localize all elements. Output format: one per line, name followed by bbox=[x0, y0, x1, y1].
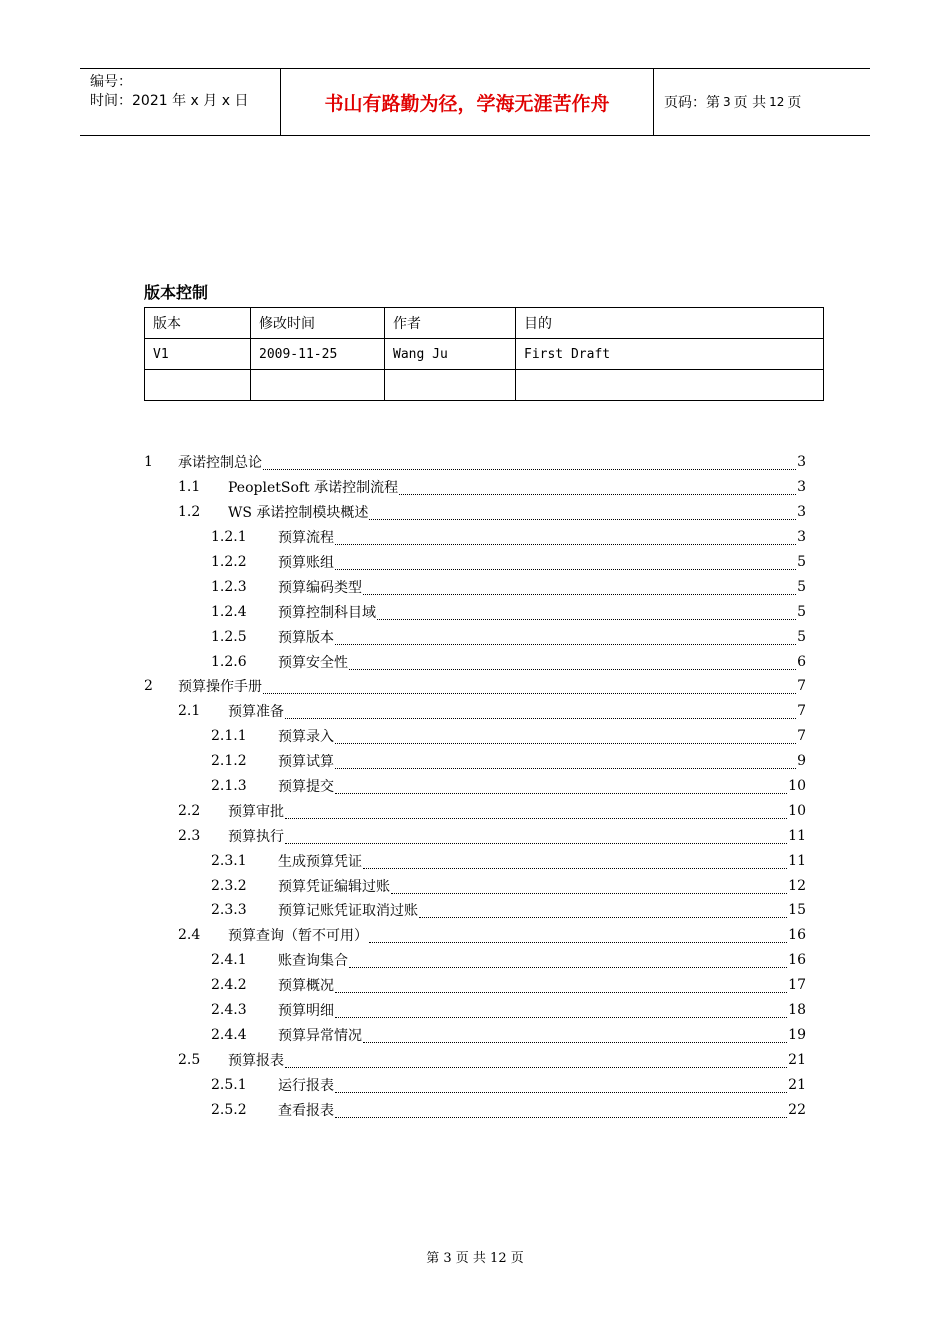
toc-entry[interactable] bbox=[144, 699, 806, 724]
toc-dot-leader bbox=[335, 753, 796, 769]
header-page-prefix: 页码：第 bbox=[664, 95, 720, 111]
toc-entry-title: 预算执行 bbox=[228, 828, 284, 845]
cell-purpose bbox=[516, 370, 824, 401]
toc-entry-title: 预算明细 bbox=[278, 1003, 334, 1020]
toc-entry-page: 21 bbox=[788, 1051, 806, 1068]
toc-entry-page: 5 bbox=[797, 578, 806, 595]
toc-entry-page: 6 bbox=[797, 653, 806, 670]
toc-dot-leader bbox=[363, 579, 796, 595]
toc-entry-title: 预算查询（暂不可用） bbox=[228, 928, 368, 945]
toc-entry-title: 预算操作手册 bbox=[178, 679, 262, 696]
toc-dot-leader bbox=[335, 1102, 787, 1118]
toc-entry[interactable] bbox=[144, 475, 806, 500]
toc-entry-page: 22 bbox=[788, 1101, 806, 1118]
header-meta bbox=[80, 69, 281, 135]
toc-entry-number: 2.4.3 bbox=[211, 1002, 247, 1019]
toc-entry-title: 预算提交 bbox=[278, 779, 334, 796]
toc-entry-number: 2.4.1 bbox=[211, 952, 247, 969]
toc-entry-title: 查看报表 bbox=[278, 1102, 334, 1119]
toc-dot-leader bbox=[285, 1052, 787, 1068]
toc-dot-leader bbox=[335, 629, 796, 645]
toc-entry-page: 19 bbox=[788, 1026, 806, 1043]
table-of-contents bbox=[144, 450, 806, 1122]
cell-author bbox=[385, 370, 516, 401]
cell-author: Wang Ju bbox=[385, 339, 516, 370]
header-cell-version: 版本 bbox=[145, 308, 251, 339]
toc-dot-leader bbox=[335, 778, 787, 794]
toc-dot-leader bbox=[419, 902, 787, 918]
toc-entry[interactable] bbox=[144, 550, 806, 575]
toc-entry-page: 16 bbox=[788, 927, 806, 944]
toc-entry-title: 预算记账凭证取消过账 bbox=[278, 903, 418, 920]
toc-dot-leader bbox=[285, 828, 787, 844]
toc-entry-number: 1 bbox=[144, 454, 153, 471]
toc-dot-leader bbox=[335, 529, 796, 545]
cell-modified-time bbox=[251, 370, 385, 401]
toc-entry-title: 预算概况 bbox=[278, 978, 334, 995]
toc-entry-page: 15 bbox=[788, 902, 806, 919]
header-date: 时间：2021 年 x 月 x 日 bbox=[90, 93, 249, 109]
toc-entry-number: 2.1.3 bbox=[211, 778, 247, 795]
toc-entry-number: 2.5 bbox=[178, 1051, 201, 1068]
toc-entry-title: 预算报表 bbox=[228, 1052, 284, 1069]
toc-entry-page: 3 bbox=[797, 479, 806, 496]
toc-entry-number: 2.5.2 bbox=[211, 1101, 247, 1118]
toc-entry-page: 10 bbox=[788, 802, 806, 819]
toc-dot-leader bbox=[335, 554, 796, 570]
toc-entry-title: 账查询集合 bbox=[278, 953, 348, 970]
toc-dot-leader bbox=[363, 1027, 787, 1043]
toc-entry[interactable] bbox=[144, 450, 806, 475]
toc-entry-number: 1.2.2 bbox=[211, 554, 247, 570]
toc-dot-leader bbox=[391, 878, 787, 894]
toc-entry-title: 预算流程 bbox=[278, 530, 334, 547]
toc-entry[interactable] bbox=[144, 774, 806, 799]
toc-entry[interactable] bbox=[144, 624, 806, 649]
toc-entry-number: 2.4.4 bbox=[211, 1026, 247, 1043]
toc-dot-leader bbox=[335, 1077, 787, 1093]
toc-entry-number: 1.2.3 bbox=[211, 578, 247, 595]
toc-dot-leader bbox=[369, 927, 787, 943]
cell-modified-time: 2009-11-25 bbox=[251, 339, 385, 370]
toc-entry[interactable] bbox=[144, 848, 806, 873]
toc-entry-title: 预算安全性 bbox=[278, 654, 348, 671]
header-cell-modified-time: 修改时间 bbox=[251, 308, 385, 339]
toc-entry[interactable] bbox=[144, 1097, 806, 1122]
toc-entry-page: 21 bbox=[788, 1076, 806, 1093]
toc-entry-number: 2.3.1 bbox=[211, 852, 247, 869]
cell-version: V1 bbox=[145, 339, 251, 370]
toc-entry-number: 2.1.2 bbox=[211, 753, 247, 770]
toc-entry[interactable] bbox=[144, 873, 806, 898]
version-control-title: 版本控制 bbox=[144, 283, 209, 302]
toc-entry-page: 3 bbox=[797, 529, 806, 546]
toc-entry-number: 2.2 bbox=[178, 802, 201, 819]
toc-entry-title: 预算控制科目域 bbox=[278, 604, 376, 621]
toc-entry-page: 11 bbox=[788, 852, 806, 869]
toc-entry-title: 承诺控制总论 bbox=[178, 455, 262, 472]
page-footer: 第 3 页 共 12 页 bbox=[426, 1251, 524, 1266]
toc-entry[interactable] bbox=[144, 674, 806, 699]
toc-dot-leader bbox=[363, 853, 787, 869]
header-cell-author: 作者 bbox=[385, 308, 516, 339]
toc-entry[interactable] bbox=[144, 749, 806, 774]
toc-entry[interactable] bbox=[144, 574, 806, 599]
toc-entry-title: PeopletSoft 承诺控制流程 bbox=[228, 480, 399, 497]
toc-entry[interactable] bbox=[144, 1072, 806, 1097]
toc-entry-page: 3 bbox=[797, 504, 806, 521]
header-cell-purpose: 目的 bbox=[516, 308, 824, 339]
header-page-total: 12 bbox=[769, 95, 785, 109]
header-page-mid: 页 共 bbox=[733, 95, 767, 111]
toc-entry-title: 生成预算凭证 bbox=[278, 853, 362, 870]
toc-entry-number: 2.5.1 bbox=[211, 1076, 247, 1093]
toc-dot-leader bbox=[285, 803, 787, 819]
toc-entry-number: 1.2.1 bbox=[211, 529, 247, 546]
version-table-header-row bbox=[145, 308, 824, 339]
toc-dot-leader bbox=[335, 1002, 787, 1018]
toc-dot-leader bbox=[263, 454, 796, 470]
header-page-info bbox=[654, 69, 870, 135]
toc-dot-leader bbox=[399, 479, 796, 495]
cell-purpose: First Draft bbox=[516, 339, 824, 370]
toc-entry-page: 16 bbox=[788, 952, 806, 969]
toc-entry[interactable] bbox=[144, 1022, 806, 1047]
toc-entry-title: 运行报表 bbox=[278, 1077, 334, 1094]
toc-entry-page: 5 bbox=[797, 603, 806, 620]
toc-entry-number: 1.2.5 bbox=[211, 628, 247, 645]
toc-entry-number: 2.3 bbox=[178, 827, 201, 844]
toc-entry-number: 1.1 bbox=[178, 479, 201, 496]
toc-entry-page: 18 bbox=[788, 1002, 806, 1019]
toc-entry-page: 11 bbox=[788, 827, 806, 844]
toc-entry[interactable] bbox=[144, 823, 806, 848]
toc-entry-page: 5 bbox=[797, 554, 806, 570]
toc-dot-leader bbox=[349, 654, 796, 670]
toc-entry-page: 7 bbox=[797, 703, 806, 720]
toc-entry-number: 2.4 bbox=[178, 927, 201, 944]
toc-dot-leader bbox=[335, 977, 787, 993]
toc-entry-number: 2.3.2 bbox=[211, 877, 247, 894]
toc-entry-page: 10 bbox=[788, 778, 806, 795]
toc-entry[interactable] bbox=[144, 724, 806, 749]
toc-entry-page: 3 bbox=[797, 454, 806, 471]
toc-dot-leader bbox=[285, 703, 796, 719]
toc-entry[interactable] bbox=[144, 500, 806, 525]
toc-entry-title: 预算账组 bbox=[278, 555, 334, 571]
cell-version bbox=[145, 370, 251, 401]
toc-entry[interactable] bbox=[144, 525, 806, 550]
header-page-current: 3 bbox=[723, 95, 731, 109]
toc-entry-page: 12 bbox=[788, 877, 806, 894]
toc-dot-leader bbox=[263, 678, 796, 694]
page-header bbox=[80, 68, 870, 136]
toc-entry-number: 2.1 bbox=[178, 703, 201, 720]
toc-entry-title: 预算异常情况 bbox=[278, 1027, 362, 1044]
toc-entry[interactable] bbox=[144, 1047, 806, 1072]
toc-entry[interactable] bbox=[144, 998, 806, 1023]
toc-dot-leader bbox=[335, 728, 796, 744]
toc-entry[interactable] bbox=[144, 948, 806, 973]
toc-dot-leader bbox=[349, 952, 787, 968]
toc-entry-number: 2 bbox=[144, 678, 153, 695]
toc-entry-number: 1.2.6 bbox=[211, 653, 247, 670]
toc-entry-number: 2.4.2 bbox=[211, 977, 247, 994]
header-motto: 书山有路勤为径，学海无涯苦作舟 bbox=[281, 69, 654, 135]
toc-entry-title: 预算审批 bbox=[228, 803, 284, 820]
version-control-table bbox=[144, 307, 824, 401]
toc-entry-page: 7 bbox=[797, 728, 806, 745]
toc-entry-page: 5 bbox=[797, 628, 806, 645]
toc-entry[interactable] bbox=[144, 923, 806, 948]
toc-entry-page: 9 bbox=[797, 753, 806, 770]
toc-entry[interactable] bbox=[144, 798, 806, 823]
toc-entry-number: 2.1.1 bbox=[211, 728, 247, 745]
table-row bbox=[145, 339, 824, 370]
toc-entry[interactable] bbox=[144, 973, 806, 998]
header-page-suffix: 页 bbox=[787, 95, 802, 111]
toc-entry-page: 17 bbox=[788, 977, 806, 994]
table-row bbox=[145, 370, 824, 401]
toc-entry-number: 1.2.4 bbox=[211, 603, 247, 620]
toc-entry-number: 2.3.3 bbox=[211, 902, 247, 919]
header-number-label: 编号： bbox=[90, 74, 132, 90]
toc-entry-title: 预算编码类型 bbox=[278, 579, 362, 596]
toc-entry-title: 预算录入 bbox=[278, 729, 334, 746]
toc-entry-title: 预算试算 bbox=[278, 754, 334, 771]
toc-entry-number: 1.2 bbox=[178, 504, 201, 521]
toc-entry-title: 预算版本 bbox=[278, 629, 334, 646]
toc-entry-title: 预算准备 bbox=[228, 704, 284, 721]
toc-entry-page: 7 bbox=[797, 678, 806, 695]
toc-entry[interactable] bbox=[144, 898, 806, 923]
toc-dot-leader bbox=[377, 604, 796, 620]
toc-entry[interactable] bbox=[144, 649, 806, 674]
toc-dot-leader bbox=[369, 504, 796, 520]
toc-entry[interactable] bbox=[144, 599, 806, 624]
toc-entry-title: WS 承诺控制模块概述 bbox=[228, 505, 369, 522]
toc-entry-title: 预算凭证编辑过账 bbox=[278, 878, 390, 895]
